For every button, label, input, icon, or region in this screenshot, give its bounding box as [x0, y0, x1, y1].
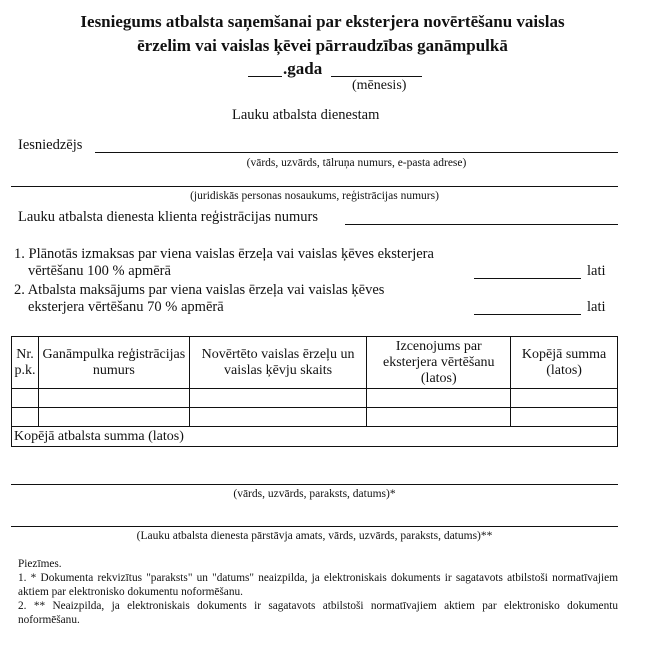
table-cell[interactable]	[38, 408, 189, 427]
table-cell[interactable]	[189, 389, 367, 408]
client-reg-label: Lauku atbalsta dienesta klienta reģistrācijas numurs	[18, 209, 318, 225]
month-caption: (mēnesis)	[352, 78, 407, 93]
client-reg-field[interactable]	[345, 224, 618, 225]
item2-currency: lati	[587, 299, 606, 315]
item2-line1: 2. Atbalsta maksājums par viena vaislas ērzeļa vai vaislas ķēves	[14, 282, 385, 298]
applicant-caption: (vārds, uzvārds, tālruņa numurs, e-pasta adrese)	[246, 157, 467, 169]
legal-person-field[interactable]	[11, 186, 618, 187]
header-total: Kopējā summa (latos)	[511, 337, 618, 389]
table-cell[interactable]	[511, 408, 618, 427]
month-blank[interactable]	[331, 76, 422, 77]
table-cell[interactable]	[189, 408, 367, 427]
legal-person-caption: (juridiskās personas nosaukums, reģistrācijas numurs)	[190, 190, 439, 202]
item2-amount-field[interactable]	[474, 314, 581, 315]
addressee: Lauku atbalsta dienestam	[232, 107, 380, 123]
officer-field[interactable]	[11, 526, 618, 527]
total-label: Kopējā atbalsta summa (latos)	[12, 427, 618, 447]
year-blank[interactable]	[248, 76, 282, 77]
item1-currency: lati	[587, 263, 606, 279]
table-row	[12, 389, 618, 408]
form-title-line1: Iesniegums atbalsta saņemšanai par eksterjera novērtēšanu vaislas	[80, 12, 565, 31]
notes-heading: Piezīmes.	[18, 558, 62, 570]
support-table	[11, 336, 618, 447]
applicant-field[interactable]	[95, 152, 618, 153]
table-cell[interactable]	[12, 389, 39, 408]
table-total-row	[12, 427, 618, 447]
applicant-label: Iesniedzējs	[18, 137, 83, 153]
item2-line2: eksterjera vērtēšanu 70 % apmērā	[28, 299, 224, 315]
officer-caption: (Lauku atbalsta dienesta pārstāvja amats, vārds, uzvārds, paraksts, datums)**	[136, 530, 493, 542]
table-row	[12, 408, 618, 427]
table-cell[interactable]	[38, 389, 189, 408]
year-suffix: .gada	[283, 59, 323, 78]
item1-amount-field[interactable]	[474, 278, 581, 279]
note-1: 1. * Dokumenta rekvizītus "paraksts" un "datums" neaizpilda, ja elektroniskais dokuments ir sagatavots atbilstoši normatīvajiem aktiem par elektronisko dokumentu noformēšanu.	[18, 572, 618, 598]
note-2: 2. ** Neaizpilda, ja elektroniskais dokuments ir sagatavots atbilstoši normatīvajiem aktiem par elektronisko dokumentu noformēšanu.	[18, 600, 618, 626]
table-cell[interactable]	[367, 389, 511, 408]
signature-caption: (vārds, uzvārds, paraksts, datums)*	[233, 488, 396, 500]
header-count: Novērtēto vaislas ērzeļu un vaislas ķēvju skaits	[189, 337, 367, 389]
header-herd-reg: Ganāmpulka reģistrācijas numurs	[38, 337, 189, 389]
signature-field[interactable]	[11, 484, 618, 485]
header-price: Izcenojums par eksterjera vērtēšanu (latos)	[367, 337, 511, 389]
table-header-row	[12, 337, 618, 389]
table-cell[interactable]	[367, 408, 511, 427]
form-title-line2: ērzelim vai vaislas ķēvei pārraudzības ganāmpulkā	[137, 36, 508, 55]
item1-line1: 1. Plānotās izmaksas par viena vaislas ērzeļa vai vaislas ķēves eksterjera	[14, 246, 434, 262]
item1-line2: vērtēšanu 100 % apmērā	[28, 263, 171, 279]
table-cell[interactable]	[511, 389, 618, 408]
header-nr: Nr. p.k.	[12, 337, 39, 389]
table-cell[interactable]	[12, 408, 39, 427]
